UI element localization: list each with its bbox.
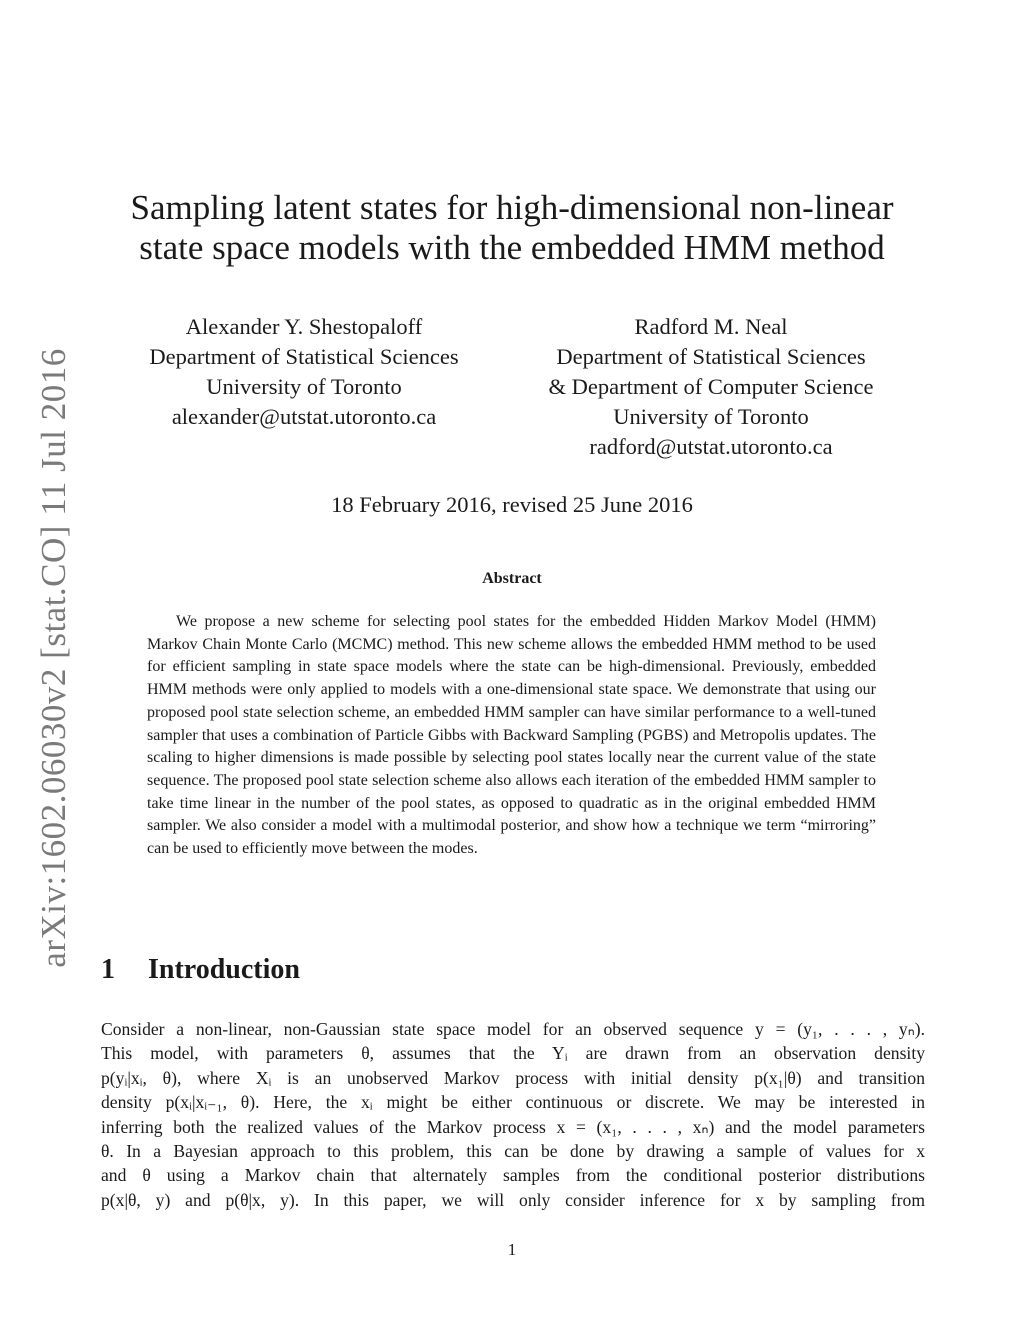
author-affiliation: & Department of Computer Science [548, 374, 874, 399]
author-name: Radford M. Neal [634, 314, 788, 339]
title-line: Sampling latent states for high-dimensional non-linear [130, 188, 894, 227]
author-affiliation: University of Toronto [206, 374, 402, 399]
introduction-paragraph [101, 1017, 925, 1212]
author-affiliation: University of Toronto [613, 404, 809, 429]
intro-line: and θ using a Markov chain that alternately samples from the conditional posterior distributions [101, 1165, 925, 1186]
intro-line: density p(xᵢ|xᵢ₋₁, θ). Here, the xᵢ might be either continuous or discrete. We may be interested in [101, 1092, 925, 1113]
intro-line: θ. In a Bayesian approach to this problem, this can be done by drawing a sample of values for x [101, 1141, 925, 1162]
intro-line: Consider a non-linear, non-Gaussian state space model for an observed sequence y = (y₁, . . . , yₙ). [101, 1019, 925, 1039]
intro-line: This model, with parameters θ, assumes that the Yᵢ are drawn from an observation density [101, 1043, 925, 1064]
abstract-heading: Abstract [482, 570, 542, 587]
section-number: 1 [101, 954, 115, 985]
paper-title [0, 188, 1024, 268]
intro-line: inferring both the realized values of the Markov process x = (x₁, . . . , xₙ) and the model parameters [101, 1116, 925, 1137]
section-title: Introduction [148, 954, 300, 985]
title-line: state space models with the embedded HMM method [139, 228, 885, 267]
author-block-shestopaloff [100, 312, 508, 432]
intro-line: p(x|θ, y) and p(θ|x, y). In this paper, we will only consider inference for x by sampling from [101, 1189, 925, 1210]
paper-date: 18 February 2016, revised 25 June 2016 [331, 492, 693, 517]
abstract-body: We propose a new scheme for selecting pool states for the embedded Hidden Markov Model (HMM) Markov Chain Monte Carlo (MCMC) method. This new scheme allows the embedded HMM method to be used for efficient sampling in state space models where the state can be high-dimensional. Previously, embedded HMM methods were only applied to models with a one-dimensional state space. We demonstrate that using our proposed pool state selection scheme, an embedded HMM sampler can have similar performance to a well-tuned sampler that uses a combination of Particle Gibbs with Backward Sampling (PGBS) and Metropolis updates. The scaling to higher dimensions is made possible by selecting pool states locally near the current value of the state sequence. The proposed pool state selection scheme also allows each iteration of the embedded HMM sampler to take time linear in the number of the pool states, as opposed to quadratic as in the original embedded HMM sampler. We also consider a model with a multimodal posterior, and show how a technique we term “mirroring” can be used to efficiently move between the modes. [147, 613, 876, 858]
author-block-neal [506, 312, 916, 462]
author-affiliation: Department of Statistical Sciences [149, 344, 459, 369]
author-email: alexander@utstat.utoronto.ca [171, 404, 437, 429]
author-name: Alexander Y. Shestopaloff [185, 314, 423, 339]
section-heading [101, 954, 300, 986]
author-affiliation: Department of Statistical Sciences [556, 344, 866, 369]
author-email: radford@utstat.utoronto.ca [589, 434, 833, 459]
page-number: 1 [507, 1240, 517, 1259]
arxiv-identifier-stamp: arXiv:1602.06030v2 [stat.CO] 11 Jul 2016 [34, 348, 73, 968]
intro-line: p(yᵢ|xᵢ, θ), where Xᵢ is an unobserved Markov process with initial density p(x₁|θ) and transition [101, 1067, 925, 1088]
